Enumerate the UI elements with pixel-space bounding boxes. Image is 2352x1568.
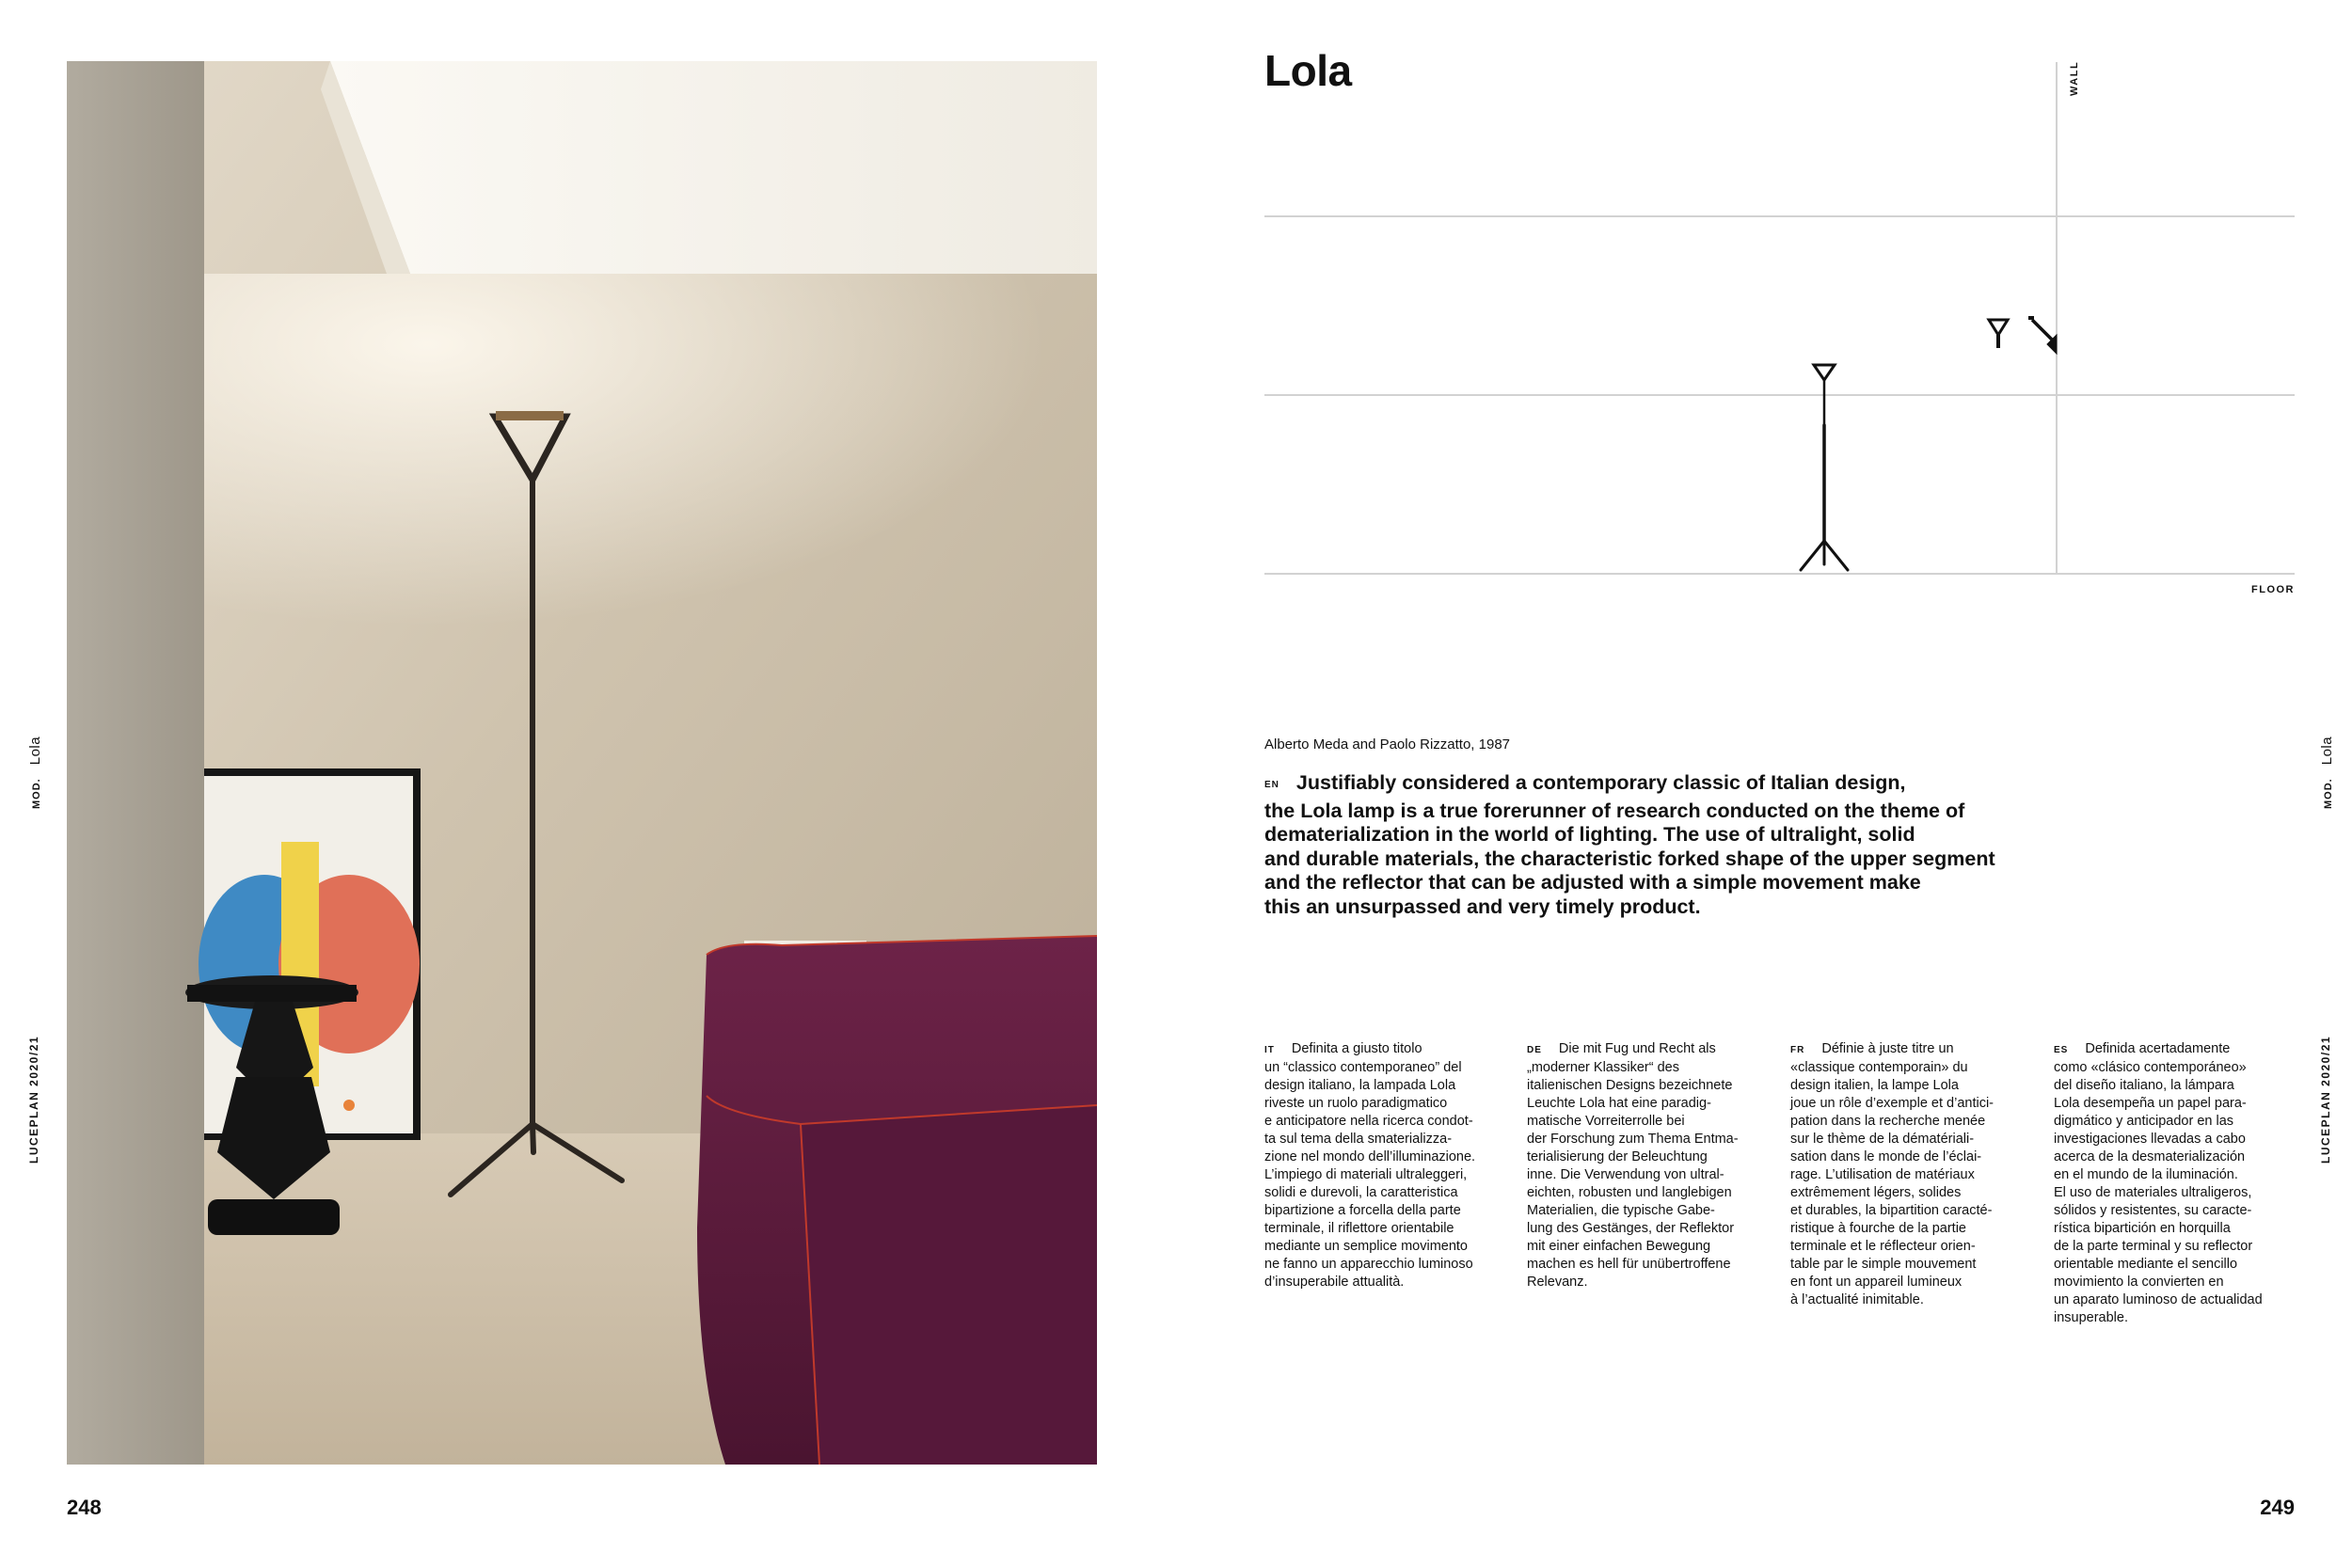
right-side-label [2319,736,2335,809]
column-line: rage. L’utilisation de matériaux [1790,1167,1975,1182]
side-mod: MOD. [31,778,42,809]
language-code: ES [2054,1045,2069,1055]
page-number-left: 248 [67,1496,102,1519]
wall-label: WALL [2069,60,2080,96]
column-line: bipartizione a forcella della parte [1264,1203,1461,1218]
column-line: Relevanz. [1527,1275,1588,1290]
column-line: terialisierung der Beleuchtung [1527,1149,1708,1164]
column-line: extrêmement légers, solides [1790,1185,1962,1200]
column-line: un “classico contemporaneo” del [1264,1060,1462,1075]
table-lamp-icon [1989,320,2008,348]
column-line-text: Definita a giusto titolo [1291,1041,1422,1056]
column-line: Lola desempeña un papel para- [2054,1096,2247,1111]
column-line: joue un rôle d’exemple et d’antici- [1790,1096,1994,1111]
column-line: mediante un semplice movimento [1264,1239,1468,1254]
column-line: ristique à fourche de la partie [1790,1221,1966,1236]
lamp-scene-illustration [67,61,1097,1465]
intro-en [1264,771,2074,919]
side-product-name: Lola [2319,736,2335,766]
column-line: sur le thème de la dématériali- [1790,1132,1975,1147]
column-line: mit einer einfachen Bewegung [1527,1239,1711,1254]
column-line: „moderner Klassiker“ des [1527,1060,1679,1075]
column-line: terminale, il riflettore orientabile [1264,1221,1454,1236]
column-line [1264,1040,1509,1059]
column-line-text: Definida acertadamente [2085,1041,2231,1056]
column-line: en font un appareil lumineux [1790,1275,1963,1290]
page-number-right: 249 [2260,1496,2295,1519]
column-line: table par le simple mouvement [1790,1257,1977,1272]
column-line: design italien, la lampe Lola [1790,1078,1959,1093]
column-line: machen es hell für unübertroffene [1527,1257,1731,1272]
designers-credit: Alberto Meda and Paolo Rizzatto, 1987 [1264,736,1510,752]
column-line: El uso de materiales ultraligeros, [2054,1185,2252,1200]
column-line: matische Vorreiterrolle bei [1527,1114,1685,1129]
column-line: eichten, robusten und langlebigen [1527,1185,1732,1200]
intro-line: Justifiably considered a contemporary classic of Italian design, [1295,771,1906,794]
column-line: à l’actualité inimitable. [1790,1292,1924,1307]
left-side-catalogue: LUCEPLAN 2020/21 [27,1035,40,1164]
column-line: movimiento la convierten en [2054,1275,2224,1290]
column-line: insuperable. [2054,1310,2128,1325]
column-line [1790,1040,2035,1059]
column-line: zione nel mondo dell’illuminazione. [1264,1149,1476,1164]
floor-label: FLOOR [2251,584,2295,595]
column-line: sólidos y resistentes, su caracte- [2054,1203,2252,1218]
column-line: acerca de la desmaterialización [2054,1149,2246,1164]
column-line: terminale et le réflecteur orien- [1790,1239,1976,1254]
column-line: «classique contemporain» du [1790,1060,1968,1075]
column-line: riveste un ruolo paradigmatico [1264,1096,1448,1111]
column-line: L’impiego di materiali ultraleggeri, [1264,1167,1468,1182]
product-title: Lola [1264,46,1352,95]
column-line: del diseño italiano, la lámpara [2054,1078,2234,1093]
column-line: der Forschung zum Thema Entma- [1527,1132,1739,1147]
column-fr [1790,1040,2035,1309]
column-line: lung des Gestänges, der Reflektor [1527,1221,1735,1236]
column-line: design italiano, la lampada Lola [1264,1078,1456,1093]
column-line: investigaciones llevadas a cabo [2054,1132,2246,1147]
column-line: ne fanno un apparecchio luminoso [1264,1257,1473,1272]
language-code-en: EN [1264,780,1279,790]
column-it [1264,1040,1509,1291]
column-line: sation dans le monde de l’éclai- [1790,1149,1982,1164]
column-line: inne. Die Verwendung von ultral- [1527,1167,1724,1182]
column-line: Materialien, die typische Gabe- [1527,1203,1715,1218]
intro-line: dematerialization in the world of lighting. The use of ultralight, solid [1264,823,1915,846]
side-product-name: Lola [27,736,43,766]
column-line: solidi e durevoli, la caratteristica [1264,1185,1458,1200]
left-side-label [27,736,43,809]
column-line: e anticipatore nella ricerca condot- [1264,1114,1473,1129]
column-line: Leuchte Lola hat eine paradig- [1527,1096,1711,1111]
interior-photo [67,61,1097,1465]
column-line [1527,1040,1772,1059]
installation-diagram [1264,56,2295,602]
column-line-text: Die mit Fug und Recht als [1558,1041,1716,1056]
column-line: digmático y anticipador en las [2054,1114,2234,1129]
language-code: FR [1790,1045,1805,1055]
right-side-catalogue: LUCEPLAN 2020/21 [2319,1035,2332,1164]
column-line: italienischen Designs bezeichnete [1527,1078,1733,1093]
language-code: DE [1527,1045,1542,1055]
column-line: et durables, la bipartition caracté- [1790,1203,1993,1218]
column-line: orientable mediante el sencillo [2054,1257,2238,1272]
intro-line: and the reflector that can be adjusted with a simple movement make [1264,871,1921,894]
intro-line: the Lola lamp is a true forerunner of research conducted on the theme of [1264,799,1965,822]
column-de [1527,1040,1772,1291]
column-line: pation dans la recherche menée [1790,1114,1986,1129]
column-line: como «clásico contemporáneo» [2054,1060,2247,1075]
column-es [2054,1040,2298,1327]
column-line: rística bipartición en horquilla [2054,1221,2231,1236]
column-line [2054,1040,2298,1059]
column-line-text: Définie à juste titre un [1821,1041,1954,1056]
language-code: IT [1264,1045,1275,1055]
column-line: en el mundo de la iluminación. [2054,1167,2238,1182]
column-line: de la parte terminal y su reflector [2054,1239,2253,1254]
diagram-grid [1264,62,2295,574]
intro-line: and durable materials, the characteristic forked shape of the upper segment [1264,847,1995,870]
intro-line: this an unsurpassed and very timely product. [1264,895,1701,918]
wall-lamp-icon [2028,316,2057,354]
side-mod: MOD. [2323,778,2334,809]
column-line: ta sul tema della smaterializza- [1264,1132,1453,1147]
column-line: d’insuperabile attualità. [1264,1275,1405,1290]
column-line: un aparato luminoso de actualidad [2054,1292,2263,1307]
